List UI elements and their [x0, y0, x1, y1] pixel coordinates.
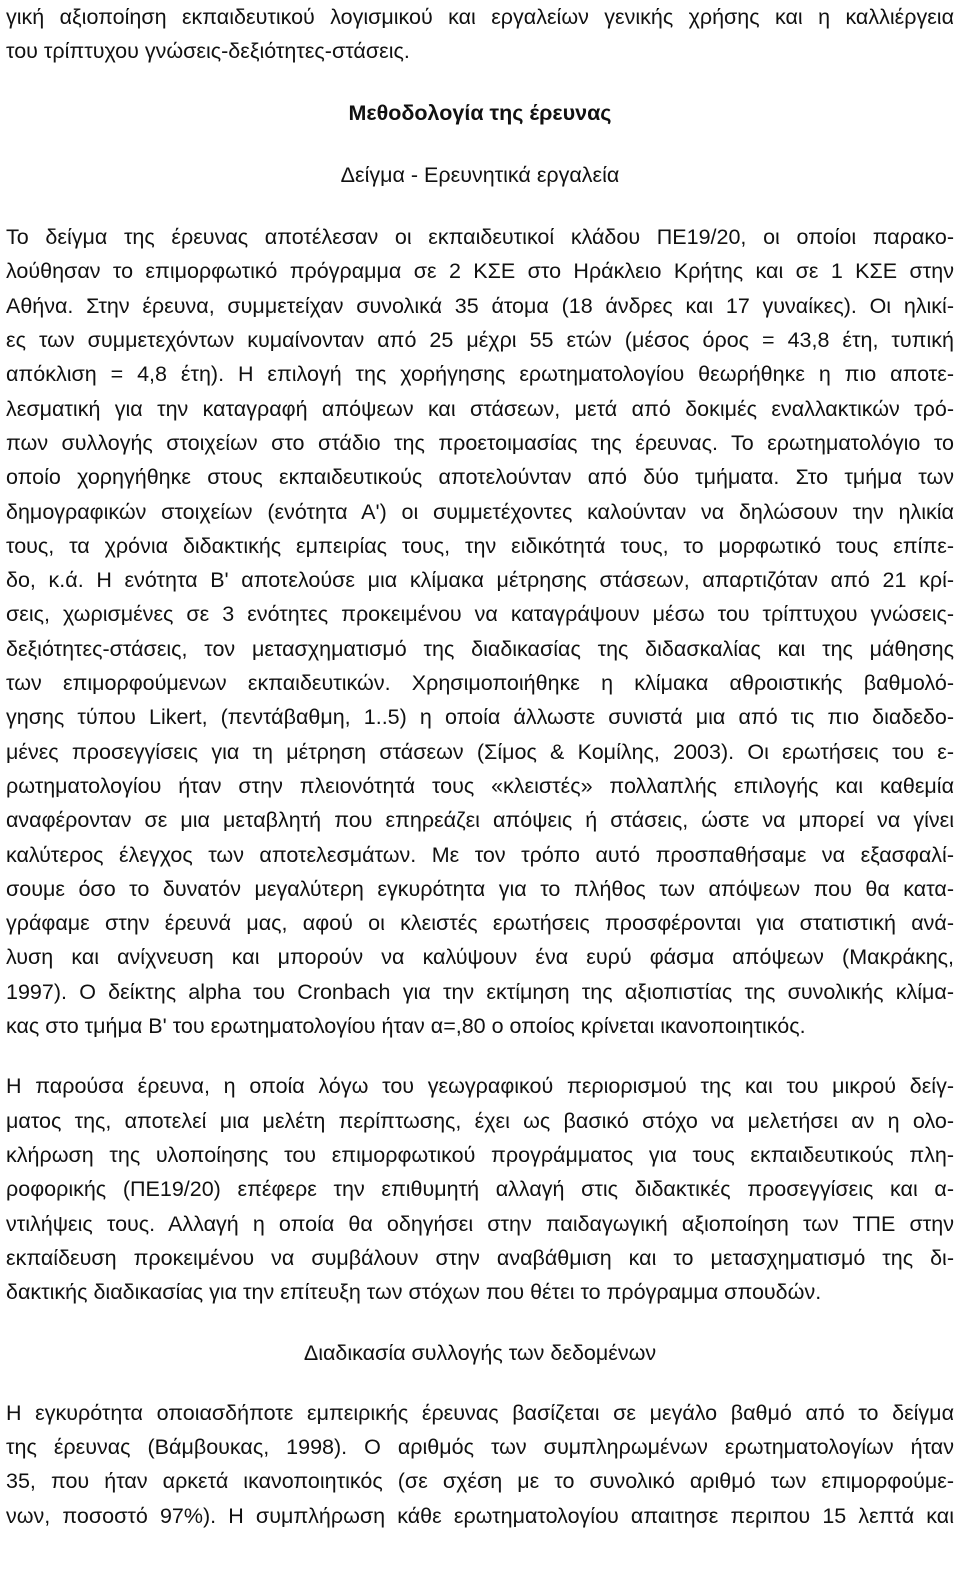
paragraph-line: Η εγκυρότητα οποιασδήποτε εμπειρικής έρευνας βασίζεται σε μεγάλο βαθμό από το δείγμα [6, 1400, 954, 1425]
intro-paragraph [6, 0, 954, 69]
paragraph-line: σουμε όσο το δυνατόν μεγαλύτερη εγκυρότητα για το πλήθος των απόψεων που θα κατα- [6, 876, 954, 901]
paragraph-line: 35, που ήταν αρκετά ικανοποιητικός (σε σχέση με το συνολικό αριθμό των επιμορφούμε- [6, 1469, 954, 1494]
paragraph-line: λεσματική για την καταγραφή απόψεων και στάσεων, μετά από δοκιμές εναλλακτικών τρό- [6, 396, 954, 421]
paragraph-line: δο, κ.ά. Η ενότητα Β' αποτελούσε μια κλίμακα μέτρησης στάσεων, απαρτιζόταν από 21 κρί- [6, 568, 954, 593]
section-heading-methodology: Μεθοδολογία της έρευνας [348, 100, 612, 125]
paragraph-line: σεις, χωρισμένες σε 3 ενότητες προκειμένου να καταγράψουν μέσω του τρίπτυχου γνώσεις- [6, 602, 954, 627]
document-page [6, 0, 954, 1533]
subsection-heading-data-collection: Διαδικασία συλλογής των δεδομένων [303, 1341, 657, 1366]
paragraph-line: των επιμορφούμενων εκπαιδευτικών. Χρησιμοποιήθηκε η κλίμακα αθροιστικής βαθμολό- [6, 671, 954, 696]
paragraph-line: μένες προσεγγίσεις για τη μέτρηση στάσεων (Σίμος & Κομίλης, 2003). Οι ερωτήσεις του ε- [6, 739, 954, 764]
paragraph-line: γική αξιοποίηση εκπαιδευτικού λογισμικού και εργαλείων γενικής χρήσης και η καλλιέργεια [6, 5, 954, 29]
case-study-paragraph [6, 1069, 954, 1309]
paragraph-line: γησης τύπου Likert, (πεντάβαθμη, 1..5) η οποία άλλωστε συνιστά μια από τις πιο διαδεδο- [6, 705, 954, 730]
paragraph-line: δεξιότητες-στάσεις, τον μετασχηματισμό της διαδικασίας της διδασκαλίας και της μάθησης [6, 636, 954, 661]
paragraph-line: Αθήνα. Στην έρευνα, συμμετείχαν συνολικά 35 άτομα (18 άνδρες και 17 γυναίκες). Οι ηλικί- [6, 293, 954, 318]
paragraph-line: λυση και ανίχνευση και μπορούν να καλύψουν ένα ευρύ φάσμα απόψεων (Μακράκης, [6, 945, 954, 970]
paragraph-line: Η παρούσα έρευνα, η οποία λόγω του γεωγραφικού περιορισμού της και του μικρού δείγ- [6, 1074, 954, 1099]
paragraph-line: ροφορικής (ΠΕ19/20) επέφερε την επιθυμητή αλλαγή στις διδακτικές προσεγγίσεις και α- [6, 1177, 954, 1202]
methodology-paragraph [6, 220, 954, 1043]
paragraph-line: πων συλλογής στοιχείων στο στάδιο της προετοιμασίας της έρευνας. Το ερωτηματολόγιο το [6, 430, 954, 455]
paragraph-line: του τρίπτυχου γνώσεις-δεξιότητες-στάσεις. [6, 39, 410, 64]
paragraph-line: απόκλιση = 4,8 έτη). Η επιλογή της χορήγησης ερωτηματολογίου θεωρήθηκε η πιο αποτε- [6, 362, 954, 387]
paragraph-line: αναφέρονταν σε μια μεταβλητή που επηρεάζει απόψεις ή στάσεις, ώστε να μπορεί να γίνει [6, 808, 954, 833]
paragraph-line: τους, τα χρόνια διδακτικής εμπειρίας τους, την ειδικότητά τους, το μορφωτικό τους επίπε- [6, 533, 954, 558]
paragraph-line: λούθησαν το επιμορφωτικό πρόγραμμα σε 2 ΚΣΕ στο Ηράκλειο Κρήτης και σε 1 ΚΣΕ στην [6, 259, 954, 284]
paragraph-line: 1997). Ο δείκτης alpha του Cronbach για την εκτίμηση της αξιοπιστίας της συνολικής κλίμα- [6, 979, 954, 1004]
paragraph-line: ντιλήψεις τους. Αλλαγή η οποία θα οδηγήσει στην παιδαγωγική αξιοποίηση των ΤΠΕ στην [6, 1211, 954, 1236]
paragraph-line: ες των συμμετεχόντων κυμαίνονταν από 25 μέχρι 55 ετών (μέσος όρος = 43,8 έτη, τυπική [6, 328, 954, 353]
paragraph-line: οποίο χορηγήθηκε στους εκπαιδευτικούς αποτελούνταν από δύο τμήματα. Στο τμήμα των [6, 465, 954, 490]
subsection-heading-sample-tools: Δείγμα - Ερευνητικά εργαλεία [340, 162, 620, 187]
paragraph-line: νων, ποσοστό 97%). Η συμπλήρωση κάθε ερωτηματολογίου απαιτησε περιπου 15 λεπτά και [6, 1503, 954, 1528]
paragraph-line: δημογραφικών στοιχείων (ενότητα Α') οι συμμετέχοντες καλούνταν να δηλώσουν την ηλικία [6, 499, 954, 524]
paragraph-line: κας στο τμήμα Β' του ερωτηματολογίου ήταν α=,80 ο οποίος κρίνεται ικανοποιητικός. [6, 1014, 806, 1039]
paragraph-line: καλύτερος έλεγχος των αποτελεσμάτων. Με τον τρόπο αυτό προσπαθήσαμε να εξασφαλί- [6, 842, 954, 867]
paragraph-line: Το δείγμα της έρευνας αποτέλεσαν οι εκπαιδευτικοί κλάδου ΠΕ19/20, οι οποίοι παρακο- [6, 225, 954, 250]
paragraph-line: εκπαίδευση προκειμένου να συμβάλουν στην αναβάθμιση και το μετασχηματισμό της δι- [6, 1245, 954, 1270]
paragraph-line: ματος της, αποτελεί μια μελέτη περίπτωσης, έχει ως βασικό στόχο να μελετήσει αν η ολο- [6, 1108, 954, 1133]
data-collection-paragraph [6, 1396, 954, 1533]
paragraph-line: της έρευνας (Βάμβουκας, 1998). Ο αριθμός των συμπληρωμένων ερωτηματολογίων ήταν [6, 1434, 954, 1459]
paragraph-line: γράφαμε στην έρευνά μας, αφού οι κλειστές ερωτήσεις προσφέρονται για στατιστική ανά- [6, 911, 954, 936]
paragraph-line: δακτικής διαδικασίας για την επίτευξη των στόχων που θέτει το πρόγραμμα σπουδών. [6, 1280, 822, 1305]
paragraph-line: ρωτηματολογίου ήταν στην πλειονότητά τους «κλειστές» πολλαπλής επιλογής και καθεμία [6, 773, 954, 798]
paragraph-line: κλήρωση της υλοποίησης του επιμορφωτικού προγράμματος για τους εκπαιδευτικούς πλη- [6, 1142, 954, 1167]
